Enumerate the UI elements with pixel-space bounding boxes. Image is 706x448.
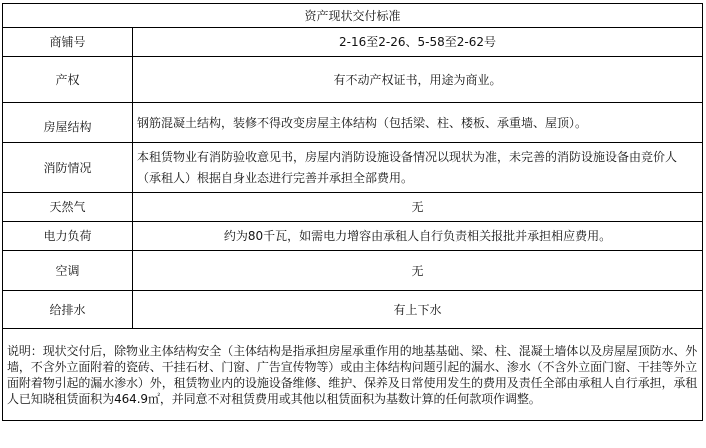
row-label-water-supply-drainage: 给排水 [3, 291, 133, 329]
row-value-natural-gas: 无 [133, 193, 703, 222]
row-value-power-load: 约为80千瓦，如需电力增容由承租人自行负责相关报批并承担相应费用。 [133, 222, 703, 251]
row-value-building-structure: 钢筋混凝土结构，装修不得改变房屋主体结构（包括梁、柱、楼板、承重墙、屋顶）。 [133, 103, 703, 143]
title-row [3, 4, 703, 28]
table-row-property-rights [3, 57, 703, 103]
table-title: 资产现状交付标准 [3, 4, 703, 28]
table-row-power-load [3, 222, 703, 251]
table-row-building-structure [3, 103, 703, 143]
delivery-standard-table [2, 3, 703, 421]
row-label-natural-gas: 天然气 [3, 193, 133, 222]
row-value-water-supply-drainage: 有上下水 [133, 291, 703, 329]
table-row-air-conditioning [3, 251, 703, 291]
row-value-air-conditioning: 无 [133, 251, 703, 291]
row-label-shop-number: 商铺号 [3, 28, 133, 57]
note-text: 说明：现状交付后，除物业主体结构安全（主体结构是指承担房屋承重作用的地基基础、梁、柱、混凝土墙体以及房屋屋顶防水、外墙，不含外立面附着的瓷砖、干挂石材、门窗、广告宣传物等）或由主体结构问题引起的漏水、渗水（不含外立面门窗、干挂等外立面附着物引起的漏水渗水）外，租赁物业内的设施设备维修、维护、保养及日常使用发生的费用及责任全部由承租人自行承担，承租人已知晓租赁面积为464.9㎡，并同意不对租赁费用或其他以租赁面积为基数计算的任何款项作调整。 [3, 329, 703, 421]
row-label-fire-protection: 消防情况 [3, 143, 133, 193]
row-label-property-rights: 产权 [3, 57, 133, 103]
table-row-shop-number [3, 28, 703, 57]
row-label-power-load: 电力负荷 [3, 222, 133, 251]
row-label-air-conditioning: 空调 [3, 251, 133, 291]
row-label-building-structure: 房屋结构 [43, 119, 92, 134]
note-row [3, 329, 703, 421]
table-row-fire-protection [3, 143, 703, 193]
table-row-natural-gas [3, 193, 703, 222]
row-value-fire-protection: 本租赁物业有消防验收意见书，房屋内消防设施设备情况以现状为准，未完善的消防设施设备由竞价人（承租人）根据自身业态进行完善并承担全部费用。 [133, 143, 703, 193]
delivery-standard-sheet [2, 3, 702, 443]
row-value-property-rights: 有不动产权证书，用途为商业。 [133, 57, 703, 103]
table-row-water-supply-drainage [3, 291, 703, 329]
row-value-shop-number: 2-16至2-26、5-58至2-62号 [133, 28, 703, 57]
